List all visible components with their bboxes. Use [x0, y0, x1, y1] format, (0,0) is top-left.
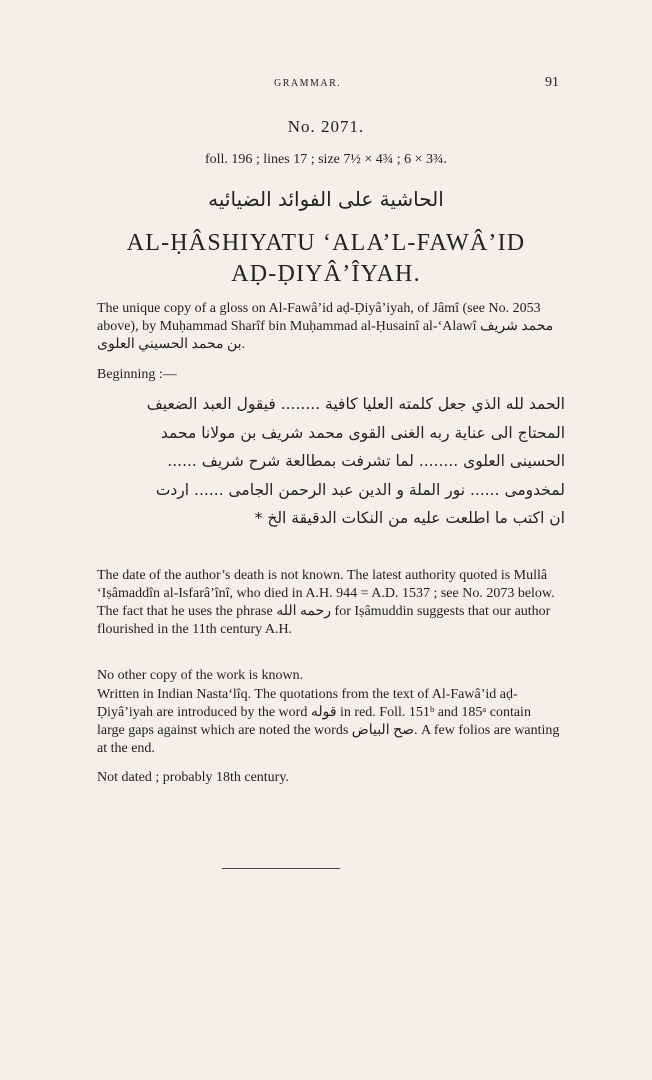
running-head	[0, 75, 652, 95]
arabic-title: الحاشية على الفوائد الضيائيه	[208, 187, 444, 211]
running-title: GRAMMAR.	[274, 78, 342, 89]
arabic-text-line: ان اكتب ما اطلعت عليه من النكات الدقيقة الخ *	[254, 509, 565, 527]
description-paragraph: The unique copy of a gloss on Al-Fawâ’id aḍ-Ḍiyâ’iyah, of Jâmî (see No. 2053 above), by Muḥammad Sharîf bin Muḥammad al-Ḥusainî al-‘Alawî محمد شريف بن محمد الحسيني العلوى.	[97, 301, 554, 352]
date-paragraph: Not dated ; probably 18th century.	[97, 770, 289, 785]
physical-description: foll. 196 ; lines 17 ; size 7½ × 4¾ ; 6 × 3¾.	[204, 152, 448, 167]
other-copy-paragraph: No other copy of the work is known.	[97, 668, 304, 683]
arabic-text-line: لمخدومى ...... نور الملة و الدين عبد الرحمن الجامى ...... اردت	[155, 480, 565, 499]
section-divider	[222, 868, 340, 869]
author-note-paragraph: The date of the author’s death is not known. The latest authority quoted is Mullâ ‘Iṣâmaddîn al-Isfarâ’înî, who died in A.H. 944 = A.D. 1537 ; see No. 2073 below. The fact that he uses the phrase رحمه الله for Iṣâmuddin suggests that our author flourished in the 11th century A.H.	[97, 568, 555, 637]
arabic-text-line: المحتاج الى عناية ربه الغنى القوى محمد شريف بن مولانا محمد	[160, 423, 565, 442]
work-title	[0, 228, 652, 290]
arabic-text-line: الحمد لله الذي جعل كلمته العليا كافية ........ فيقول العبد الضعيف	[146, 395, 565, 413]
arabic-text-line: الحسينى العلوى ........ لما تشرفت بمطالعة شرح شريف ......	[167, 452, 565, 470]
script-note-paragraph: Written in Indian Nasta‘lîq. The quotations from the text of Al-Fawâ’id aḍ-Ḍiyâ’iyah are introduced by the word قوله in red. Foll. 151ᵇ and 185ᵃ contain large gaps against which are noted the words صح البياض. A few folios are wanting at the end.	[97, 687, 560, 756]
work-title-line: AḌ-ḌIYÂ’ÎYAH.	[231, 261, 421, 287]
beginning-label: Beginning :—	[97, 367, 177, 382]
beginning-text	[97, 390, 565, 533]
catalogue-number: No. 2071.	[287, 117, 365, 136]
page-number: 91	[545, 75, 559, 90]
work-title-line: AL-ḤÂSHIYATU ‘ALA’L-FAWÂ’ID	[126, 230, 526, 256]
